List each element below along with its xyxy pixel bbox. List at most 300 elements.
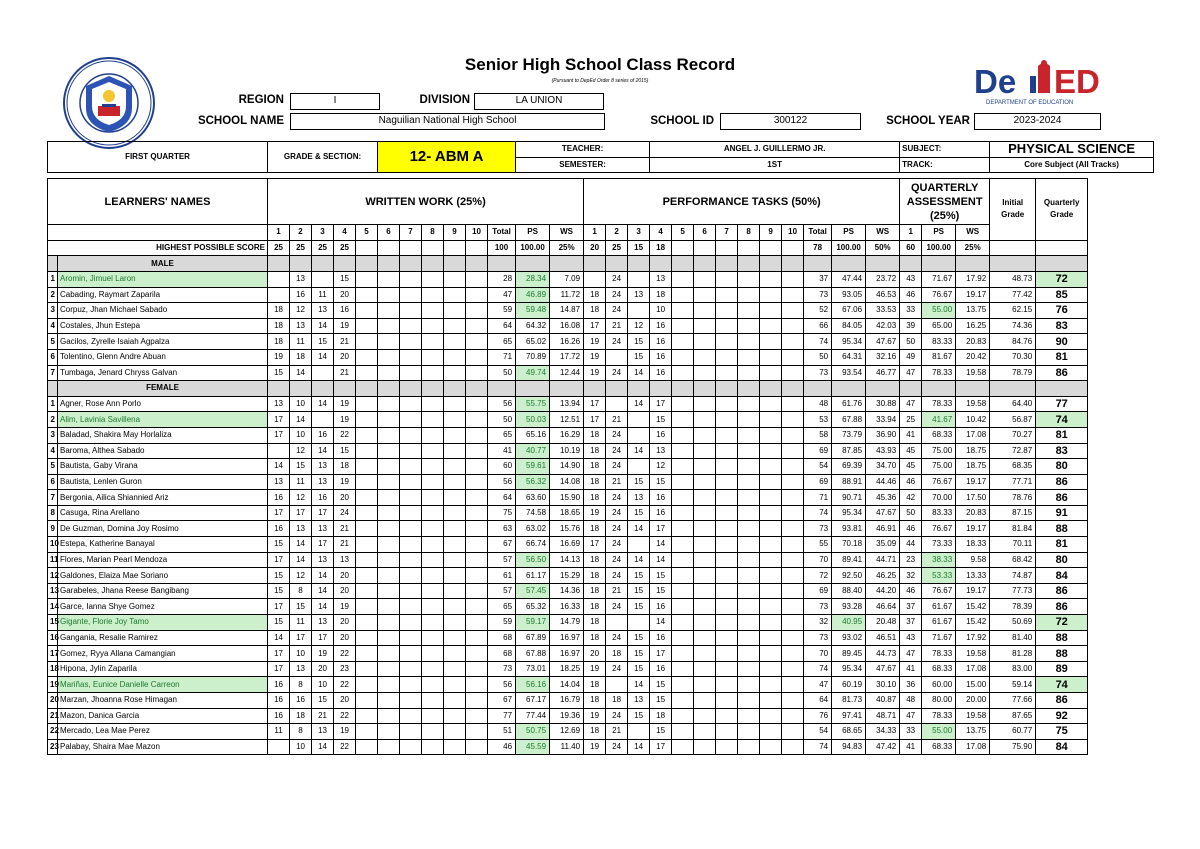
pt-score[interactable] [716, 661, 738, 677]
pt-score[interactable] [738, 537, 760, 553]
pt-score[interactable]: 21 [606, 724, 628, 740]
pt-score[interactable]: 16 [650, 505, 672, 521]
ww-score[interactable]: 15 [312, 693, 334, 709]
pt-score[interactable] [738, 552, 760, 568]
pt-score[interactable] [782, 661, 804, 677]
ww-score[interactable] [356, 490, 378, 506]
ww-score[interactable]: 15 [268, 615, 290, 631]
ww-score[interactable]: 17 [268, 552, 290, 568]
ww-score[interactable] [422, 443, 444, 459]
ww-score[interactable] [422, 537, 444, 553]
table-row[interactable] [48, 693, 1154, 709]
pt-score[interactable]: 14 [628, 443, 650, 459]
table-row[interactable] [48, 552, 1154, 568]
ww-score[interactable]: 12 [290, 303, 312, 319]
learner-name[interactable]: Palabay, Shaira Mae Mazon [58, 739, 268, 755]
ww-score[interactable] [422, 630, 444, 646]
ww-score[interactable] [466, 615, 488, 631]
ww-score[interactable] [466, 677, 488, 693]
pt-score[interactable] [782, 287, 804, 303]
ww-score[interactable]: 8 [290, 583, 312, 599]
pt-score[interactable] [760, 677, 782, 693]
pt-score[interactable]: 14 [628, 739, 650, 755]
pt-score[interactable] [672, 287, 694, 303]
ww-score[interactable]: 19 [334, 474, 356, 490]
pt-score[interactable] [672, 349, 694, 365]
table-row[interactable] [48, 427, 1154, 443]
pt-score[interactable] [672, 646, 694, 662]
pt-score[interactable] [694, 568, 716, 584]
pt-score[interactable] [738, 739, 760, 755]
pt-score[interactable] [694, 646, 716, 662]
learner-name[interactable]: Baroma, Althea Sabado [58, 443, 268, 459]
ww-score[interactable]: 19 [334, 396, 356, 412]
ww-score[interactable]: 14 [312, 396, 334, 412]
table-row[interactable] [48, 271, 1154, 287]
pt-score[interactable] [694, 583, 716, 599]
ww-score[interactable]: 17 [268, 661, 290, 677]
ww-score[interactable] [400, 583, 422, 599]
ww-score[interactable]: 14 [312, 739, 334, 755]
learner-name[interactable]: Estepa, Katherine Banayal [58, 537, 268, 553]
pt-score[interactable]: 15 [628, 646, 650, 662]
learner-name[interactable]: Tumbaga, Jenard Chryss Galvan [58, 365, 268, 381]
ww-score[interactable] [466, 443, 488, 459]
learner-name[interactable]: Marzan, Jhoanna Rose Himagan [58, 693, 268, 709]
pt-score[interactable]: 18 [584, 521, 606, 537]
pt-score[interactable] [716, 521, 738, 537]
ww-score[interactable] [444, 349, 466, 365]
ww-score[interactable]: 23 [334, 661, 356, 677]
pt-score[interactable] [716, 412, 738, 428]
pt-score[interactable] [738, 646, 760, 662]
pt-score[interactable]: 24 [606, 708, 628, 724]
learner-name[interactable]: Tolentino, Glenn Andre Abuan [58, 349, 268, 365]
pt-score[interactable]: 16 [650, 349, 672, 365]
pt-score[interactable] [760, 412, 782, 428]
pt-score[interactable] [694, 630, 716, 646]
pt-score[interactable] [672, 739, 694, 755]
pt-score[interactable] [694, 693, 716, 709]
ww-score[interactable]: 17 [268, 505, 290, 521]
qa-score[interactable]: 23 [900, 552, 922, 568]
pt-score[interactable] [716, 615, 738, 631]
ww-score[interactable] [400, 287, 422, 303]
pt-score[interactable] [760, 537, 782, 553]
ww-score[interactable] [400, 474, 422, 490]
ww-score[interactable]: 13 [334, 552, 356, 568]
ww-score[interactable] [356, 583, 378, 599]
ww-score[interactable] [466, 661, 488, 677]
qa-score[interactable]: 41 [900, 739, 922, 755]
ww-score[interactable] [356, 287, 378, 303]
ww-score[interactable]: 21 [334, 537, 356, 553]
qa-score[interactable]: 46 [900, 583, 922, 599]
pt-score[interactable]: 19 [584, 739, 606, 755]
ww-score[interactable] [444, 739, 466, 755]
qa-score[interactable]: 50 [900, 505, 922, 521]
ww-score[interactable]: 18 [268, 334, 290, 350]
ww-score[interactable] [466, 318, 488, 334]
pt-score[interactable] [672, 583, 694, 599]
pt-score[interactable] [782, 427, 804, 443]
ww-score[interactable] [444, 474, 466, 490]
ww-score[interactable]: 14 [290, 412, 312, 428]
ww-score[interactable]: 16 [268, 708, 290, 724]
pt-score[interactable]: 18 [584, 677, 606, 693]
learner-name[interactable]: De Guzman, Domina Joy Rosimo [58, 521, 268, 537]
pt-score[interactable] [672, 443, 694, 459]
grade-section-value[interactable]: 12- ABM A [378, 142, 516, 173]
table-row[interactable] [48, 349, 1154, 365]
ww-score[interactable]: 20 [334, 490, 356, 506]
table-row[interactable] [48, 365, 1154, 381]
ww-score[interactable] [356, 708, 378, 724]
pt-score[interactable] [694, 365, 716, 381]
ww-score[interactable] [378, 599, 400, 615]
pt-score[interactable] [782, 630, 804, 646]
pt-score[interactable] [782, 646, 804, 662]
pt-score[interactable]: 15 [650, 677, 672, 693]
ww-score[interactable] [422, 349, 444, 365]
pt-score[interactable]: 21 [606, 583, 628, 599]
ww-score[interactable]: 22 [334, 739, 356, 755]
pt-score[interactable]: 14 [628, 677, 650, 693]
qa-score[interactable]: 43 [900, 271, 922, 287]
pt-score[interactable]: 18 [584, 568, 606, 584]
pt-score[interactable] [694, 599, 716, 615]
pt-score[interactable]: 14 [628, 552, 650, 568]
ww-score[interactable] [268, 739, 290, 755]
pt-score[interactable]: 16 [650, 490, 672, 506]
table-row[interactable] [48, 568, 1154, 584]
pt-score[interactable] [760, 396, 782, 412]
learner-name[interactable]: Mazon, Danica Garcia [58, 708, 268, 724]
ww-score[interactable]: 14 [312, 443, 334, 459]
pt-score[interactable] [738, 583, 760, 599]
table-row[interactable] [48, 490, 1154, 506]
ww-score[interactable] [466, 474, 488, 490]
pt-score[interactable] [738, 505, 760, 521]
pt-score[interactable] [716, 583, 738, 599]
qa-score[interactable]: 43 [900, 630, 922, 646]
ww-score[interactable] [356, 443, 378, 459]
ww-score[interactable]: 18 [268, 318, 290, 334]
pt-score[interactable] [672, 521, 694, 537]
pt-score[interactable]: 24 [606, 739, 628, 755]
ww-score[interactable]: 17 [268, 427, 290, 443]
ww-score[interactable] [466, 287, 488, 303]
ww-score[interactable] [444, 459, 466, 475]
pt-score[interactable] [760, 334, 782, 350]
pt-score[interactable]: 10 [650, 303, 672, 319]
ww-score[interactable] [444, 287, 466, 303]
pt-score[interactable] [672, 474, 694, 490]
ww-score[interactable] [466, 552, 488, 568]
pt-score[interactable]: 15 [650, 693, 672, 709]
ww-score[interactable]: 13 [268, 474, 290, 490]
pt-score[interactable] [628, 459, 650, 475]
pt-score[interactable] [584, 271, 606, 287]
ww-score[interactable]: 14 [290, 365, 312, 381]
ww-score[interactable] [466, 521, 488, 537]
pt-score[interactable]: 19 [584, 661, 606, 677]
pt-score[interactable] [760, 365, 782, 381]
ww-score[interactable] [444, 521, 466, 537]
pt-score[interactable] [628, 537, 650, 553]
ww-score[interactable] [400, 615, 422, 631]
pt-score[interactable] [738, 303, 760, 319]
ww-score[interactable]: 18 [290, 349, 312, 365]
pt-score[interactable] [760, 303, 782, 319]
ww-score[interactable] [466, 630, 488, 646]
ww-score[interactable] [378, 427, 400, 443]
pt-score[interactable] [694, 303, 716, 319]
ww-score[interactable] [444, 552, 466, 568]
ww-score[interactable]: 17 [268, 412, 290, 428]
ww-score[interactable] [422, 459, 444, 475]
qa-score[interactable]: 47 [900, 708, 922, 724]
learner-name[interactable]: Bautista, Gaby Virana [58, 459, 268, 475]
pt-score[interactable]: 18 [584, 459, 606, 475]
pt-score[interactable] [738, 427, 760, 443]
pt-score[interactable]: 17 [650, 646, 672, 662]
pt-score[interactable] [782, 615, 804, 631]
ww-score[interactable] [466, 505, 488, 521]
pt-score[interactable] [672, 661, 694, 677]
pt-score[interactable]: 17 [584, 537, 606, 553]
pt-score[interactable]: 16 [650, 334, 672, 350]
pt-score[interactable]: 13 [628, 693, 650, 709]
pt-score[interactable]: 17 [650, 739, 672, 755]
ww-score[interactable] [422, 661, 444, 677]
pt-score[interactable]: 16 [650, 365, 672, 381]
ww-score[interactable] [378, 334, 400, 350]
ww-score[interactable] [378, 693, 400, 709]
pt-score[interactable] [694, 677, 716, 693]
ww-score[interactable] [356, 630, 378, 646]
ww-score[interactable] [378, 537, 400, 553]
ww-score[interactable] [400, 646, 422, 662]
pt-score[interactable] [716, 303, 738, 319]
pt-score[interactable] [738, 615, 760, 631]
ww-score[interactable] [400, 708, 422, 724]
pt-score[interactable] [672, 396, 694, 412]
ww-score[interactable] [356, 568, 378, 584]
ww-score[interactable]: 11 [312, 287, 334, 303]
ww-score[interactable] [444, 693, 466, 709]
ww-score[interactable] [422, 490, 444, 506]
pt-score[interactable] [694, 396, 716, 412]
ww-score[interactable]: 15 [268, 365, 290, 381]
qa-score[interactable]: 41 [900, 661, 922, 677]
pt-score[interactable] [760, 490, 782, 506]
ww-score[interactable]: 19 [334, 412, 356, 428]
pt-score[interactable] [738, 677, 760, 693]
pt-score[interactable] [760, 599, 782, 615]
ww-score[interactable]: 13 [312, 615, 334, 631]
ww-score[interactable] [356, 303, 378, 319]
pt-score[interactable]: 18 [584, 552, 606, 568]
pt-score[interactable] [760, 349, 782, 365]
pt-score[interactable] [672, 568, 694, 584]
learner-name[interactable]: Garce, Ianna Shye Gomez [58, 599, 268, 615]
pt-score[interactable] [672, 537, 694, 553]
table-row[interactable] [48, 396, 1154, 412]
ww-score[interactable] [356, 599, 378, 615]
ww-score[interactable]: 13 [312, 474, 334, 490]
table-row[interactable] [48, 459, 1154, 475]
pt-score[interactable] [782, 739, 804, 755]
pt-score[interactable] [716, 271, 738, 287]
ww-score[interactable] [356, 334, 378, 350]
ww-score[interactable]: 10 [290, 646, 312, 662]
ww-score[interactable] [422, 568, 444, 584]
pt-score[interactable] [738, 365, 760, 381]
ww-score[interactable]: 20 [334, 615, 356, 631]
pt-score[interactable] [760, 318, 782, 334]
ww-score[interactable] [378, 443, 400, 459]
pt-score[interactable] [672, 490, 694, 506]
ww-score[interactable] [444, 724, 466, 740]
ww-score[interactable]: 15 [290, 599, 312, 615]
pt-score[interactable]: 15 [628, 568, 650, 584]
ww-score[interactable] [400, 630, 422, 646]
ww-score[interactable]: 17 [290, 630, 312, 646]
qa-score[interactable]: 33 [900, 724, 922, 740]
pt-score[interactable]: 18 [584, 583, 606, 599]
ww-score[interactable]: 12 [290, 490, 312, 506]
ww-score[interactable] [422, 521, 444, 537]
pt-score[interactable] [716, 739, 738, 755]
pt-score[interactable] [672, 599, 694, 615]
ww-score[interactable] [378, 646, 400, 662]
pt-score[interactable]: 24 [606, 521, 628, 537]
ww-score[interactable]: 15 [334, 443, 356, 459]
table-row[interactable] [48, 412, 1154, 428]
qa-score[interactable]: 25 [900, 412, 922, 428]
table-row[interactable] [48, 505, 1154, 521]
ww-score[interactable] [268, 271, 290, 287]
pt-score[interactable] [694, 427, 716, 443]
pt-score[interactable] [716, 708, 738, 724]
table-row[interactable] [48, 521, 1154, 537]
ww-score[interactable] [356, 677, 378, 693]
pt-score[interactable] [694, 505, 716, 521]
ww-score[interactable]: 21 [334, 334, 356, 350]
pt-score[interactable]: 18 [650, 708, 672, 724]
pt-score[interactable] [782, 693, 804, 709]
ww-score[interactable]: 15 [268, 568, 290, 584]
ww-score[interactable] [356, 646, 378, 662]
pt-score[interactable]: 24 [606, 552, 628, 568]
division-field[interactable]: LA UNION [474, 93, 604, 110]
ww-score[interactable] [400, 521, 422, 537]
teacher-value[interactable]: ANGEL J. GUILLERMO JR. [650, 142, 900, 158]
ww-score[interactable] [444, 271, 466, 287]
ww-score[interactable] [422, 615, 444, 631]
pt-score[interactable] [716, 490, 738, 506]
ww-score[interactable] [400, 693, 422, 709]
ww-score[interactable] [422, 365, 444, 381]
pt-score[interactable] [716, 365, 738, 381]
pt-score[interactable]: 17 [650, 396, 672, 412]
ww-score[interactable] [422, 677, 444, 693]
pt-score[interactable] [716, 334, 738, 350]
ww-score[interactable] [466, 568, 488, 584]
ww-score[interactable] [444, 583, 466, 599]
ww-score[interactable] [422, 334, 444, 350]
ww-score[interactable] [466, 646, 488, 662]
ww-score[interactable]: 13 [290, 521, 312, 537]
pt-score[interactable] [716, 677, 738, 693]
ww-score[interactable]: 16 [290, 287, 312, 303]
pt-score[interactable] [760, 443, 782, 459]
pt-score[interactable]: 24 [606, 303, 628, 319]
pt-score[interactable]: 15 [628, 583, 650, 599]
ww-score[interactable]: 20 [334, 287, 356, 303]
pt-score[interactable] [738, 708, 760, 724]
pt-score[interactable] [782, 412, 804, 428]
ww-score[interactable] [400, 677, 422, 693]
pt-score[interactable]: 19 [584, 708, 606, 724]
pt-score[interactable]: 18 [584, 693, 606, 709]
pt-score[interactable]: 15 [650, 568, 672, 584]
ww-score[interactable] [356, 459, 378, 475]
table-row[interactable] [48, 615, 1154, 631]
ww-score[interactable]: 8 [290, 677, 312, 693]
pt-score[interactable]: 18 [584, 443, 606, 459]
ww-score[interactable] [356, 474, 378, 490]
ww-score[interactable] [422, 412, 444, 428]
ww-score[interactable] [268, 443, 290, 459]
pt-score[interactable] [694, 287, 716, 303]
ww-score[interactable] [444, 365, 466, 381]
ww-score[interactable] [444, 677, 466, 693]
ww-score[interactable] [422, 693, 444, 709]
ww-score[interactable]: 17 [312, 505, 334, 521]
ww-score[interactable] [466, 693, 488, 709]
ww-score[interactable] [378, 724, 400, 740]
pt-score[interactable]: 16 [650, 599, 672, 615]
ww-score[interactable] [400, 303, 422, 319]
qa-score[interactable]: 45 [900, 443, 922, 459]
pt-score[interactable] [672, 427, 694, 443]
pt-score[interactable]: 15 [650, 583, 672, 599]
pt-score[interactable]: 24 [606, 427, 628, 443]
pt-score[interactable] [694, 474, 716, 490]
ww-score[interactable] [422, 552, 444, 568]
pt-score[interactable] [694, 318, 716, 334]
pt-score[interactable] [716, 693, 738, 709]
ww-score[interactable] [466, 459, 488, 475]
qa-score[interactable]: 37 [900, 615, 922, 631]
pt-score[interactable] [672, 630, 694, 646]
qa-score[interactable]: 46 [900, 521, 922, 537]
qa-score[interactable]: 45 [900, 459, 922, 475]
ww-score[interactable]: 14 [312, 318, 334, 334]
pt-score[interactable] [782, 474, 804, 490]
ww-score[interactable]: 8 [290, 724, 312, 740]
ww-score[interactable] [356, 396, 378, 412]
pt-score[interactable] [694, 708, 716, 724]
ww-score[interactable]: 18 [290, 708, 312, 724]
pt-score[interactable] [672, 552, 694, 568]
ww-score[interactable] [444, 443, 466, 459]
ww-score[interactable]: 14 [290, 537, 312, 553]
pt-score[interactable]: 21 [606, 412, 628, 428]
pt-score[interactable] [672, 318, 694, 334]
